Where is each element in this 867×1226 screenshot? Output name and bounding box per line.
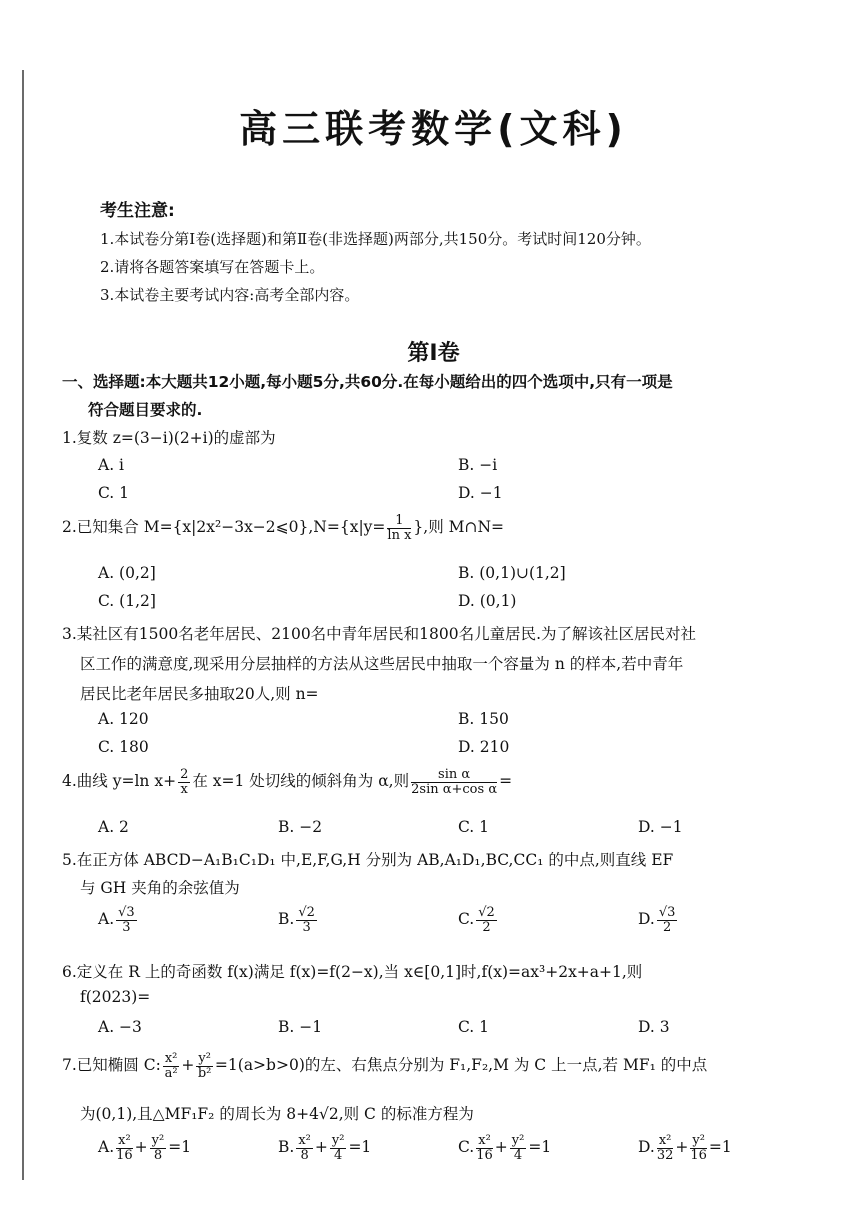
q7-a-xn: x² xyxy=(118,1133,131,1148)
q3-option-a: A. 120 xyxy=(98,710,149,728)
q3-option-c: C. 180 xyxy=(98,738,149,756)
q4-option-d: D. −1 xyxy=(638,818,683,836)
q7-a-eq: =1 xyxy=(168,1138,192,1157)
q7-option-c xyxy=(458,1134,551,1162)
q4-fraction-1 xyxy=(178,768,190,796)
q7-option-a xyxy=(98,1134,191,1162)
q7-c-fy xyxy=(510,1134,527,1162)
q5-a-num: √3 xyxy=(118,905,135,920)
notice-heading: 考生注意: xyxy=(100,201,175,221)
q5-b-den: 3 xyxy=(302,919,311,935)
q6-option-b: B. −1 xyxy=(278,1018,323,1036)
q4-option-b: B. −2 xyxy=(278,818,323,836)
question-3-line-2: 区工作的满意度,现采用分层抽样的方法从这些居民中抽取一个容量为 n 的样本,若中青年 xyxy=(80,655,684,673)
q7-c-yd: 4 xyxy=(513,1147,523,1163)
exam-title: 高三联考数学(文科) xyxy=(239,107,628,151)
q5-option-b xyxy=(278,906,319,934)
q7-d-fx xyxy=(657,1134,674,1162)
q7-yb-den: b² xyxy=(197,1065,212,1081)
section-heading-cont: 符合题目要求的. xyxy=(88,401,203,419)
q7-frac-y xyxy=(196,1052,213,1080)
q7-a-yd: 8 xyxy=(153,1147,163,1163)
q7-b-xn: x² xyxy=(298,1133,311,1148)
q4-stem-post: = xyxy=(499,772,513,791)
q7-a-plus: + xyxy=(134,1138,148,1157)
question-5-line-1: 5.在正方体 ABCD−A₁B₁C₁D₁ 中,E,F,G,H 分别为 AB,A₁D₁,BC,CC₁ 的中点,则直线 EF xyxy=(62,851,674,869)
q7-d-xn: x² xyxy=(658,1133,672,1148)
q7-a-xd: 16 xyxy=(116,1147,133,1163)
q7-option-b xyxy=(278,1134,371,1162)
q5-c-label: C. xyxy=(458,910,475,929)
question-3-line-1: 3.某社区有1500名老年居民、2100名中青年居民和1800名儿童居民.为了解该社区居民对社 xyxy=(62,625,697,643)
q6-option-a: A. −3 xyxy=(98,1018,142,1036)
q7-a-fy xyxy=(150,1134,167,1162)
q2-stem-post: },则 M∩N= xyxy=(413,518,505,537)
q3-option-b: B. 150 xyxy=(458,710,509,728)
part-title: 第Ⅰ卷 xyxy=(407,341,460,366)
q5-option-c xyxy=(458,906,499,934)
question-1-stem: 1.复数 z=(3−i)(2+i)的虚部为 xyxy=(62,429,276,447)
question-5-line-2: 与 GH 夹角的余弦值为 xyxy=(80,879,240,897)
question-6-line-2: f(2023)= xyxy=(80,988,151,1006)
q7-d-eq: =1 xyxy=(708,1138,732,1157)
q7-c-yn: y² xyxy=(511,1133,525,1148)
q5-a-den: 3 xyxy=(122,919,131,935)
q6-option-c: C. 1 xyxy=(458,1018,490,1036)
q7-c-eq: =1 xyxy=(528,1138,552,1157)
q7-b-fx xyxy=(296,1134,313,1162)
q7-yb-num: y² xyxy=(198,1051,211,1066)
q7-c-xn: x² xyxy=(478,1133,491,1148)
q7-b-xd: 8 xyxy=(300,1147,309,1163)
q7-d-yd: 16 xyxy=(690,1147,707,1163)
notice-item-1: 1.本试卷分第Ⅰ卷(选择题)和第Ⅱ卷(非选择题)两部分,共150分。考试时间120分钟。 xyxy=(100,230,651,248)
q4-stem-pre: 4.曲线 y=ln x+ xyxy=(62,772,177,791)
q2-frac-den: ln x xyxy=(387,527,412,543)
q5-c-num: √2 xyxy=(478,905,495,920)
q4-f2-den: 2sin α+cos α xyxy=(411,781,498,797)
question-2-stem xyxy=(62,514,504,542)
notice-item-3: 3.本试卷主要考试内容:高考全部内容。 xyxy=(100,286,360,304)
q7-a-fx xyxy=(116,1134,133,1162)
q5-d-label: D. xyxy=(638,910,655,929)
q4-f1-den: x xyxy=(180,781,188,797)
q4-stem-mid: 在 x=1 处切线的倾斜角为 α,则 xyxy=(192,772,410,791)
q7-b-yd: 4 xyxy=(334,1147,343,1163)
q7-plus: + xyxy=(181,1056,195,1075)
q4-option-a: A. 2 xyxy=(98,818,129,836)
q7-b-label: B. xyxy=(278,1138,295,1157)
q1-option-b: B. −i xyxy=(458,456,498,474)
q7-b-plus: + xyxy=(314,1138,328,1157)
q5-b-label: B. xyxy=(278,910,295,929)
q5-c-den: 2 xyxy=(482,919,491,935)
q7-c-label: C. xyxy=(458,1138,475,1157)
q5-a-label: A. xyxy=(98,910,115,929)
q7-d-fy xyxy=(690,1134,707,1162)
q3-option-d: D. 210 xyxy=(458,738,510,756)
q7-frac-x xyxy=(163,1052,180,1080)
q7-xa-num: x² xyxy=(164,1051,178,1066)
q2-fraction xyxy=(387,514,411,542)
q2-stem-pre: 2.已知集合 M={x|2x²−3x−2⩽0},N={x|y= xyxy=(62,518,386,537)
q7-b-eq: =1 xyxy=(348,1138,372,1157)
question-6-line-1: 6.定义在 R 上的奇函数 f(x)满足 f(x)=f(2−x),当 x∈[0,1]时,f(x)=ax³+2x+a+1,则 xyxy=(62,963,643,981)
q5-d-den: 2 xyxy=(662,919,672,935)
question-7-line-1 xyxy=(62,1052,707,1080)
q2-option-a: A. (0,2] xyxy=(98,564,156,582)
q5-d-fraction xyxy=(657,906,678,934)
q7-a-label: A. xyxy=(98,1138,115,1157)
question-4-stem xyxy=(62,768,512,796)
q7-c-plus: + xyxy=(494,1138,508,1157)
q5-b-num: √2 xyxy=(298,905,315,920)
q4-fraction-2 xyxy=(411,768,497,796)
q7-d-label: D. xyxy=(638,1138,655,1157)
q7-xa-den: a² xyxy=(164,1065,178,1081)
question-7-line-2: 为(0,1),且△MF₁F₂ 的周长为 8+4√2,则 C 的标准方程为 xyxy=(80,1105,474,1123)
q2-option-b: B. (0,1)∪(1,2] xyxy=(458,564,566,582)
q5-b-fraction xyxy=(296,906,317,934)
q4-option-c: C. 1 xyxy=(458,818,490,836)
q7-c-fx xyxy=(476,1134,493,1162)
q7-d-xd: 32 xyxy=(656,1147,674,1163)
q4-f1-num: 2 xyxy=(180,767,189,782)
q7-b-yn: y² xyxy=(331,1133,345,1148)
q7-option-d xyxy=(638,1134,732,1162)
q5-c-fraction xyxy=(476,906,497,934)
q7-d-plus: + xyxy=(675,1138,689,1157)
q4-f2-num: sin α xyxy=(411,768,497,783)
q7-d-yn: y² xyxy=(692,1133,705,1148)
q2-frac-num: 1 xyxy=(387,514,411,529)
q7-post: =1(a>b>0)的左、右焦点分别为 F₁,F₂,M 为 C 上一点,若 MF₁ 的中点 xyxy=(214,1056,708,1075)
q5-option-d xyxy=(638,906,679,934)
q7-c-xd: 16 xyxy=(476,1147,493,1163)
q6-option-d: D. 3 xyxy=(638,1018,670,1036)
q1-option-a: A. i xyxy=(98,456,125,474)
scan-margin-line xyxy=(22,70,24,1180)
q1-option-d: D. −1 xyxy=(458,484,503,502)
q1-option-c: C. 1 xyxy=(98,484,130,502)
q7-pre: 7.已知椭圆 C: xyxy=(62,1056,161,1075)
q2-option-d: D. (0,1) xyxy=(458,592,517,610)
notice-item-2: 2.请将各题答案填写在答题卡上。 xyxy=(100,258,325,276)
q7-a-yn: y² xyxy=(151,1133,165,1148)
question-3-line-3: 居民比老年居民多抽取20人,则 n= xyxy=(80,685,319,703)
q5-a-fraction xyxy=(116,906,137,934)
q5-option-a xyxy=(98,906,139,934)
q7-b-fy xyxy=(330,1134,347,1162)
q5-d-num: √3 xyxy=(658,905,676,920)
section-heading: 一、选择题:本大题共12小题,每小题5分,共60分.在每小题给出的四个选项中,只有一项是 xyxy=(62,373,673,391)
q2-option-c: C. (1,2] xyxy=(98,592,156,610)
